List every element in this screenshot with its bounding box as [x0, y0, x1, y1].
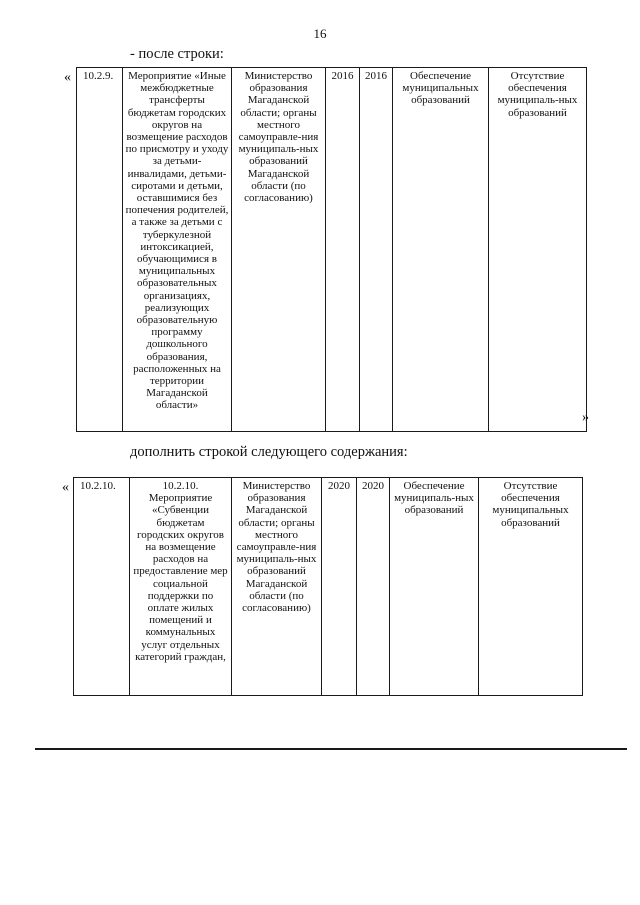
row-executor: Министерство образования Магаданской области; органы местного самоуправле-ния муниципаль-ных образований Магаданской области (по согласованию)	[232, 68, 326, 432]
row-consequence: Отсутствие обеспечения муниципальных образований	[479, 478, 583, 696]
table-2	[73, 477, 583, 696]
row-description: 10.2.10. Мероприятие «Субвенции бюджетам городских округов на возмещение расходов на предоставление мер социальной поддержки по оплате жилых помещений и коммунальных услуг отдельных категорий граждан,	[130, 478, 232, 696]
row-code: 10.2.10.	[74, 478, 130, 696]
row-result: Обеспечение муниципаль-ных образований	[390, 478, 479, 696]
table-row	[74, 478, 583, 696]
row-year-start: 2020	[322, 478, 357, 696]
row-year-end: 2016	[360, 68, 393, 432]
row-code: 10.2.9.	[77, 68, 123, 432]
row-year-start: 2016	[326, 68, 360, 432]
section2-intro: дополнить строкой следующего содержания:	[130, 444, 408, 460]
page-number: 16	[313, 26, 327, 41]
table-1	[76, 67, 587, 432]
table-row	[77, 68, 587, 432]
bottom-divider	[35, 748, 627, 750]
row-description: Мероприятие «Иные межбюджетные трансферты бюджетам городских округов на возмещение расходов по присмотру и уходу за детьми-инвалидами, детьми-сиротами и детьми, оставшимися без попечения родителей, а также за детьми с туберкулезной интоксикацией, обучающимися в муниципальных образовательных организациях, реализующих образовательную программу дошкольного образования, расположенных на территории Магаданской области»	[123, 68, 232, 432]
open-quote-1: «	[64, 70, 71, 85]
open-quote-2: «	[62, 480, 69, 495]
close-quote-1: »	[582, 410, 589, 425]
row-year-end: 2020	[357, 478, 390, 696]
section1-intro: - после строки:	[130, 46, 224, 62]
row-result: Обеспечение муниципальных образований	[393, 68, 489, 432]
row-executor: Министерство образования Магаданской области; органы местного самоуправле-ния муниципаль-ных образований Магаданской области (по согласованию)	[232, 478, 322, 696]
row-consequence: Отсутствие обеспечения муниципаль-ных образований	[489, 68, 587, 432]
